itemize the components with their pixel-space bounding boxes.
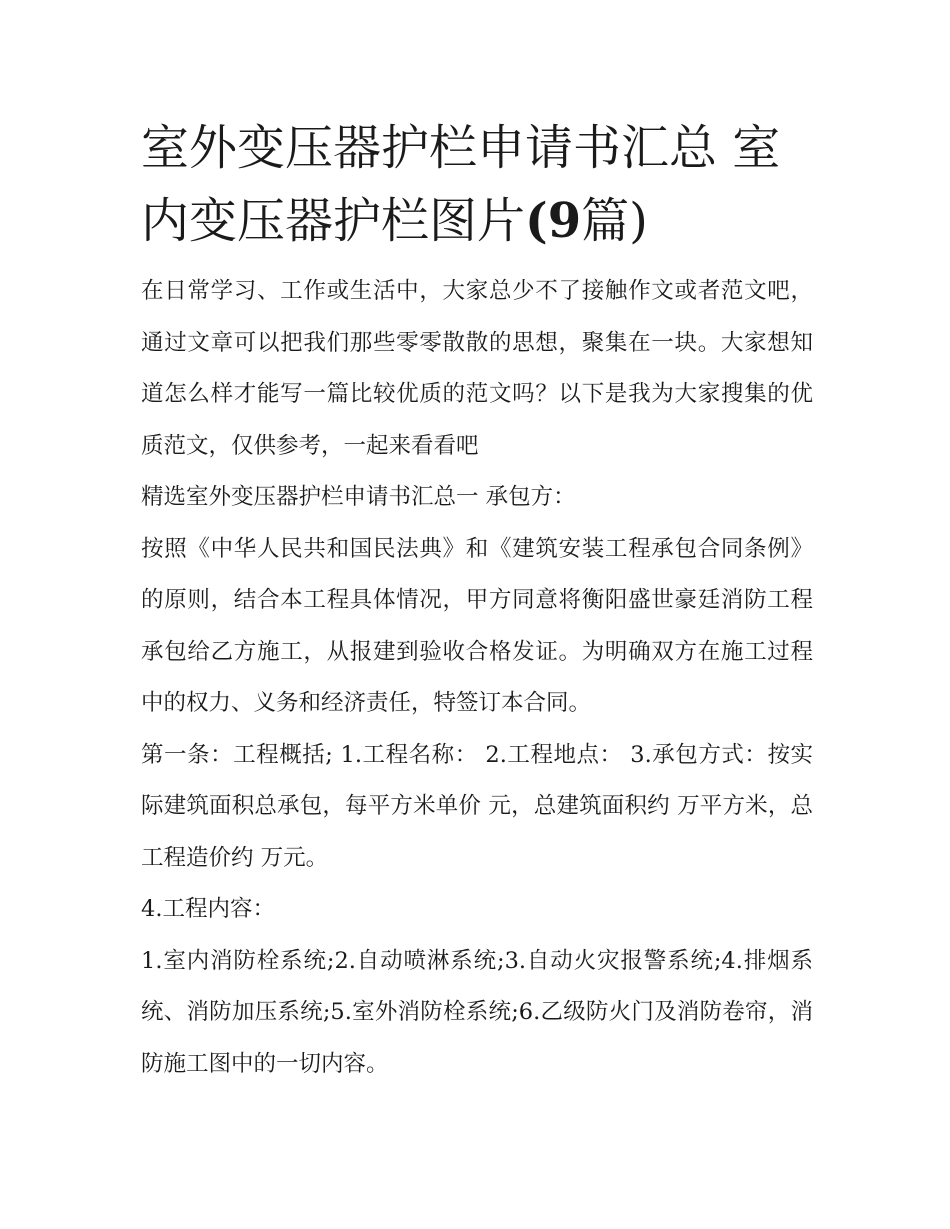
title-text: 室外变压器护栏申请书汇总 室内变压器护栏图片 [141, 120, 781, 249]
title-count: (9 [525, 193, 582, 249]
work-content-heading: 4.工程内容： [141, 896, 275, 922]
document-page [141, 112, 813, 1090]
article-one-paragraph: 第一条：工程概括; 1.工程名称： 2.工程地点： 3.承包方式：按实际建筑面积总承包，每平方米单价 元，总建筑面积约 万平方米，总工程造价约 万元。 [141, 741, 813, 871]
title-suffix: 篇) [581, 193, 648, 249]
intro-paragraph: 在日常学习、工作或生活中，大家总少不了接触作文或者范文吧，通过文章可以把我们那些零零散散的思想，聚集在一块。大家想知道怎么样才能写一篇比较优质的范文吗？以下是我为大家搜集的优质范文，仅供参考，一起来看看吧 [141, 278, 813, 459]
work-content-list: 1.室内消防栓系统;2.自动喷淋系统;3.自动火灾报警系统;4.排烟系统、消防加压系统;5.室外消防栓系统;6.乙级防火门及消防卷帘，消防施工图中的一切内容。 [141, 947, 813, 1077]
document-title [141, 112, 813, 258]
section-heading: 精选室外变压器护栏申请书汇总一 承包方： [141, 484, 576, 510]
contract-basis-paragraph: 按照《中华人民共和国民法典》和《建筑安装工程承包合同条例》的原则，结合本工程具体情况，甲方同意将衡阳盛世豪廷消防工程承包给乙方施工，从报建到验收合格发证。为明确双方在施工过程中的权力、义务和经济责任，特签订本合同。 [141, 535, 813, 716]
